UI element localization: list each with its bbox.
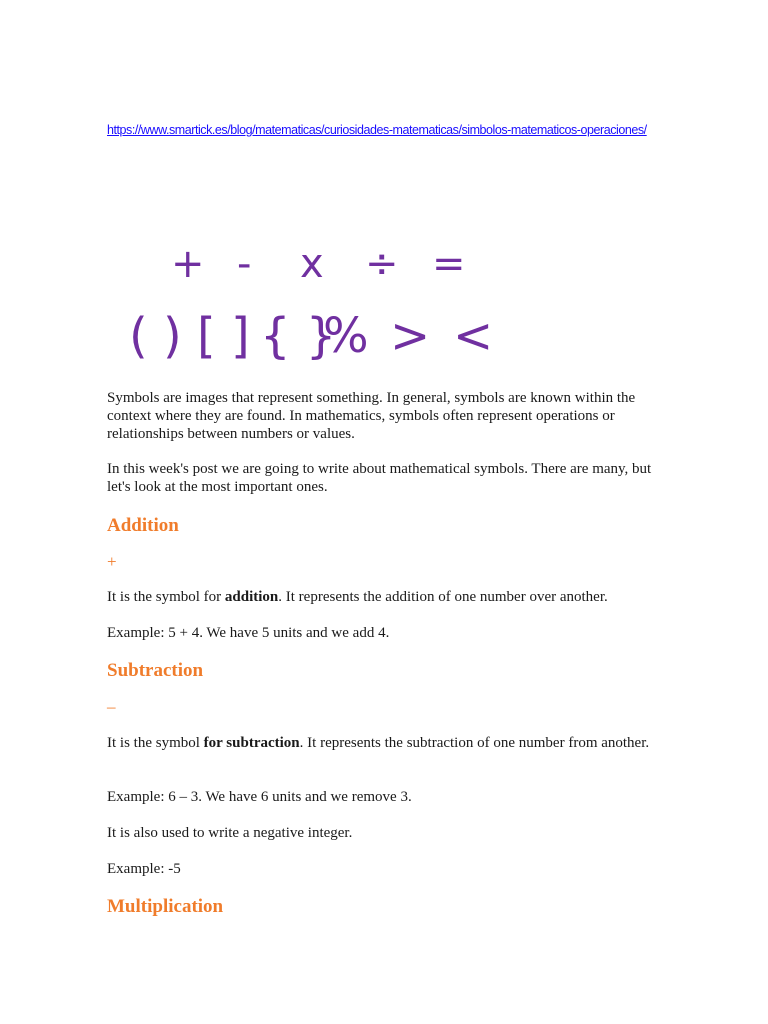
- subtraction-desc-bold: for subtraction: [203, 735, 300, 751]
- subtraction-symbol: –: [107, 697, 116, 716]
- addition-desc-pre: It is the symbol for: [107, 589, 225, 605]
- negative-integer-note: It is also used to write a negative integer.: [107, 825, 353, 841]
- braces-symbol: { }: [260, 308, 337, 364]
- intro-paragraph-2: In this week's post we are going to write about mathematical symbols. There are many, but let's look at the most important ones.: [107, 461, 652, 495]
- addition-desc-post: . It represents the addition of one number over another.: [278, 589, 608, 605]
- source-link[interactable]: https://www.smartick.es/blog/matematicas/curiosidades-matematicas/simbolos-matematicos-operaciones/: [107, 123, 647, 137]
- minus-symbol: -: [237, 241, 252, 287]
- negative-integer-example: Example: -5: [107, 861, 181, 877]
- percent-symbol: %: [323, 308, 369, 364]
- equals-symbol: =: [432, 241, 466, 287]
- subtraction-desc-pre: It is the symbol: [107, 735, 204, 751]
- times-symbol: x: [300, 241, 324, 287]
- brackets-symbol: [ ]: [197, 308, 250, 364]
- multiplication-heading: Multiplication: [107, 896, 224, 917]
- addition-heading: Addition: [107, 515, 179, 536]
- addition-desc-bold: addition: [224, 589, 279, 605]
- addition-symbol: +: [107, 552, 117, 571]
- less-than-symbol: <: [453, 308, 494, 364]
- parentheses-symbol: ( ): [129, 308, 182, 364]
- subtraction-example: Example: 6 – 3. We have 6 units and we remove 3.: [107, 789, 412, 805]
- divide-symbol: ÷: [365, 241, 399, 287]
- subtraction-description: [107, 734, 667, 752]
- addition-description: [107, 588, 667, 606]
- math-symbols-banner: [107, 230, 667, 380]
- addition-example: Example: 5 + 4. We have 5 units and we add 4.: [107, 625, 390, 641]
- greater-than-symbol: >: [390, 308, 431, 364]
- subtraction-desc-post: . It represents the subtraction of one number from another.: [299, 735, 650, 751]
- subtraction-heading: Subtraction: [107, 660, 204, 681]
- plus-symbol: +: [171, 241, 205, 287]
- intro-paragraph-1: Symbols are images that represent something. In general, symbols are known within the context where they are found. In mathematics, symbols often represent operations or relationships between numbers or values.: [107, 390, 636, 442]
